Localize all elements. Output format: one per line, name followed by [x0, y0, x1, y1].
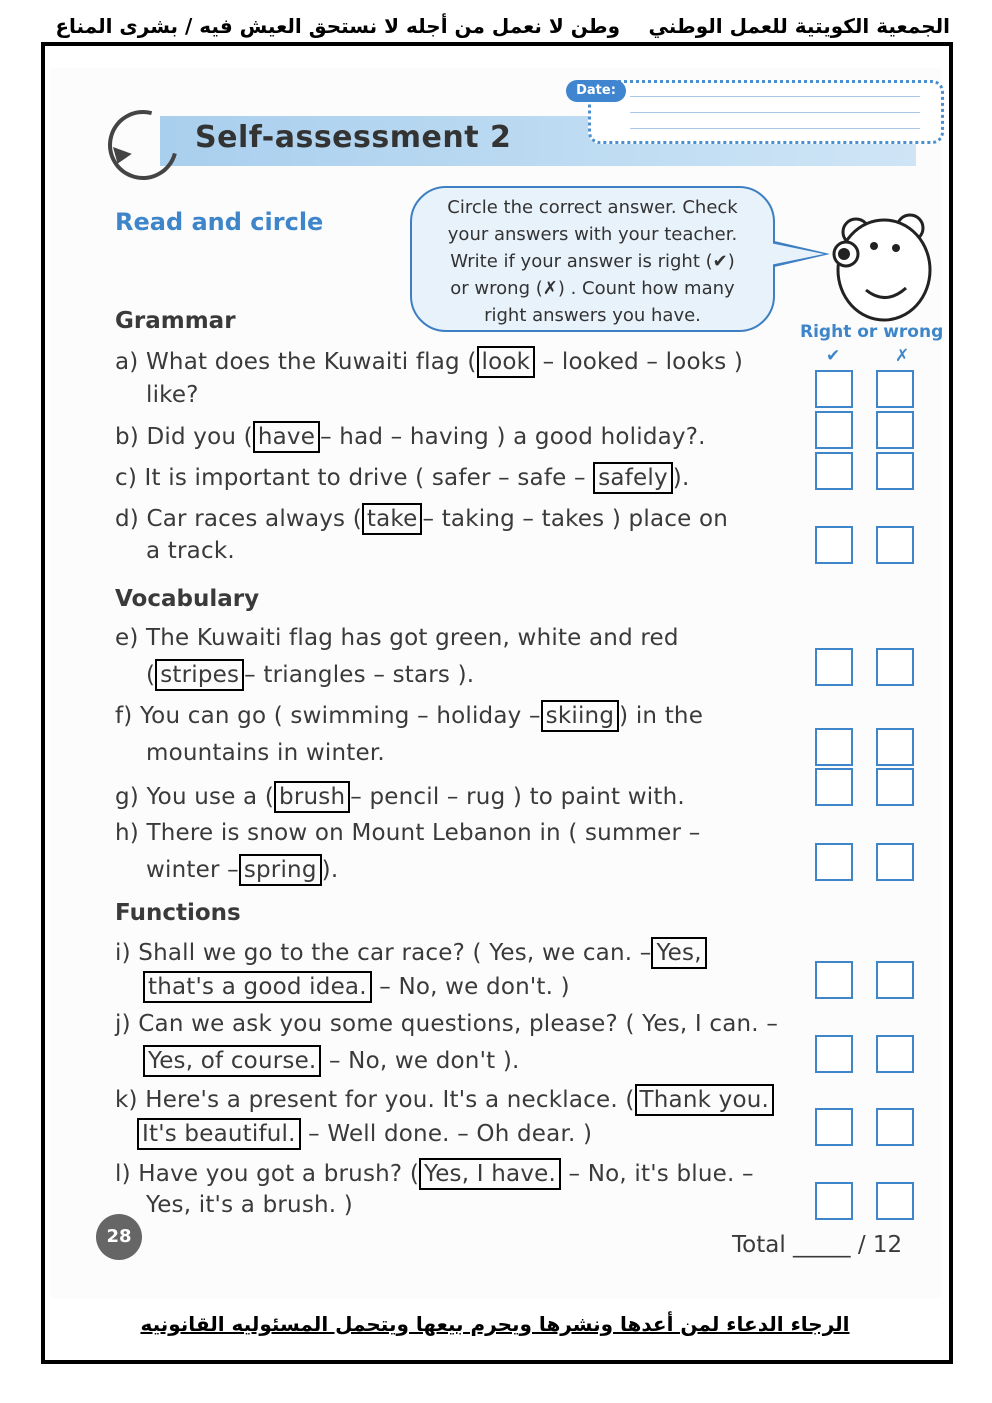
wrong-checkbox[interactable]	[876, 1035, 914, 1073]
arabic-header	[40, 14, 950, 44]
question-a: a) What does the Kuwaiti flag ( look – looked – looks )	[115, 346, 743, 378]
answer-box[interactable]: look	[477, 346, 536, 378]
bubble-line: right answers you have.	[484, 305, 701, 326]
right-checkbox[interactable]	[815, 961, 853, 999]
right-checkbox[interactable]	[815, 728, 853, 766]
right-checkbox[interactable]	[815, 1108, 853, 1146]
wrong-checkbox[interactable]	[876, 526, 914, 564]
question-d: d) Car races always ( take – taking – takes ) place on	[115, 503, 728, 535]
question-j: j) Can we ask you some questions, please? ( Yes, I can. –	[115, 1011, 779, 1037]
right-checkbox[interactable]	[815, 648, 853, 686]
page-number: 28	[96, 1214, 142, 1260]
wrong-checkbox[interactable]	[876, 648, 914, 686]
answer-box[interactable]: Yes, of course.	[143, 1045, 321, 1077]
bubble-line: your answers with your teacher.	[447, 224, 738, 245]
bubble-line: Write if your answer is right (✔)	[450, 251, 735, 272]
wrong-checkbox[interactable]	[876, 843, 914, 881]
question-l: l) Have you got a brush? ( Yes, I have. – No, it's blue. –	[115, 1158, 754, 1190]
answer-box[interactable]: that's a good idea.	[143, 971, 372, 1003]
wrong-checkbox[interactable]	[876, 768, 914, 806]
date-line	[630, 112, 920, 113]
question-k-cont: It's beautiful. – Well done. – Oh dear. )	[137, 1118, 592, 1150]
right-checkbox[interactable]	[815, 768, 853, 806]
arabic-footer: الرجاء الدعاء لمن أعدها ونشرها ويحرم بيعها ويتحمل المسئوليه القانونيه	[140, 1312, 850, 1336]
date-line	[630, 128, 920, 129]
answer-box[interactable]: take	[362, 503, 423, 535]
date-line	[630, 96, 920, 97]
wrong-checkbox[interactable]	[876, 411, 914, 449]
grammar-heading: Grammar	[115, 308, 236, 334]
header-org: الجمعية الكويتية للعمل الوطني	[648, 14, 950, 38]
question-g: g) You use a ( brush – pencil – rug ) to paint with.	[115, 781, 685, 813]
question-c: c) It is important to drive ( safer – safe – safely ).	[115, 462, 689, 494]
question-i-cont: that's a good idea. – No, we don't. )	[143, 971, 570, 1003]
question-k: k) Here's a present for you. It's a necklace. ( Thank you.	[115, 1084, 774, 1116]
right-checkbox[interactable]	[815, 1182, 853, 1220]
wrong-checkbox[interactable]	[876, 961, 914, 999]
right-checkbox[interactable]	[815, 370, 853, 408]
answer-box[interactable]: safely	[593, 462, 673, 494]
answer-box[interactable]: It's beautiful.	[137, 1118, 301, 1150]
bubble-line: or wrong (✗) . Count how many	[450, 278, 735, 299]
wrong-checkbox[interactable]	[876, 452, 914, 490]
question-h-cont: winter – spring ).	[146, 854, 338, 886]
answer-box[interactable]: Yes,	[651, 937, 706, 969]
question-e-cont: ( stripes – triangles – stars ).	[146, 659, 474, 691]
wrong-checkbox[interactable]	[876, 728, 914, 766]
answer-box[interactable]: Thank you.	[635, 1084, 775, 1116]
instruction-heading: Read and circle	[115, 208, 324, 236]
answer-box[interactable]: brush	[274, 781, 350, 813]
question-h: h) There is snow on Mount Lebanon in ( summer –	[115, 820, 701, 846]
right-or-wrong-label: Right or wrong	[800, 322, 944, 342]
question-i: i) Shall we go to the car race? ( Yes, we can. – Yes,	[115, 937, 707, 969]
bubble-line: Circle the correct answer. Check	[447, 197, 738, 218]
wrong-checkbox[interactable]	[876, 370, 914, 408]
right-checkbox[interactable]	[815, 843, 853, 881]
total-score: Total _____ / 12	[732, 1232, 903, 1258]
question-d-cont: a track.	[146, 538, 235, 564]
functions-heading: Functions	[115, 900, 241, 926]
answer-box[interactable]: have	[253, 421, 320, 453]
page-title: Self-assessment 2	[195, 120, 512, 155]
answer-box[interactable]: spring	[239, 854, 322, 886]
right-checkbox[interactable]	[815, 411, 853, 449]
wrong-checkbox[interactable]	[876, 1182, 914, 1220]
question-f: f) You can go ( swimming – holiday – skiing ) in the	[115, 700, 703, 732]
wrong-checkbox[interactable]	[876, 1108, 914, 1146]
question-b: b) Did you ( have – had – having ) a good holiday?.	[115, 421, 706, 453]
bubble-tail-inner	[770, 243, 824, 265]
question-l-cont: Yes, it's a brush. )	[146, 1192, 353, 1218]
right-checkbox[interactable]	[815, 452, 853, 490]
answer-box[interactable]: skiing	[541, 700, 619, 732]
header-slogan: وطن لا نعمل من أجله لا نستحق العيش فيه / بشرى المناع	[55, 14, 620, 38]
vocabulary-heading: Vocabulary	[115, 586, 260, 612]
date-label: Date:	[566, 80, 626, 102]
bear-mascot-icon	[826, 210, 938, 326]
wrong-mark-icon: ✗	[895, 346, 910, 366]
right-checkbox[interactable]	[815, 526, 853, 564]
question-e: e) The Kuwaiti flag has got green, white and red	[115, 625, 679, 651]
question-a-cont: like?	[146, 382, 199, 408]
right-checkbox[interactable]	[815, 1035, 853, 1073]
instruction-bubble	[410, 186, 775, 332]
answer-box[interactable]: stripes	[155, 659, 244, 691]
question-f-cont: mountains in winter.	[146, 740, 385, 766]
answer-box[interactable]: Yes, I have.	[419, 1158, 561, 1190]
right-mark-icon: ✔	[826, 346, 841, 366]
question-j-cont: Yes, of course. – No, we don't ).	[143, 1045, 520, 1077]
